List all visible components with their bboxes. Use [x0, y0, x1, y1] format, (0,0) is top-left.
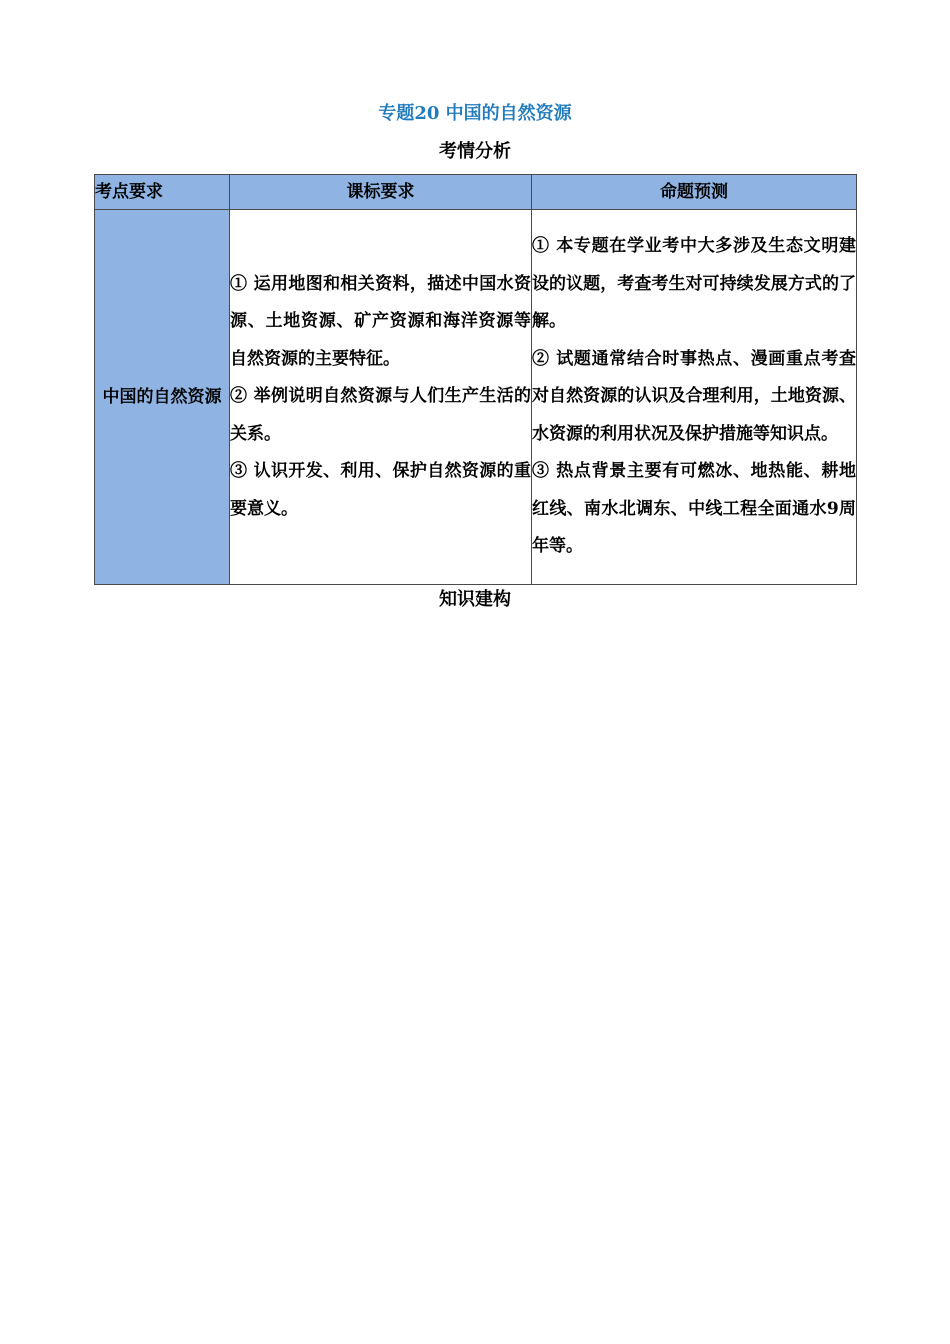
prediction-item: ③ 热点背景主要有可燃冰、地热能、耕地红线、南水北调东、中线工程全面通水9周年等。 [532, 461, 856, 557]
requirements-cell [230, 210, 532, 585]
header-curriculum-requirements: 课标要求 [230, 175, 532, 210]
requirement-item: ③ 认识开发、利用、保护自然资源的重要意义。 [230, 461, 531, 519]
requirement-item: ② 举例说明自然资源与人们生产生活的关系。 [230, 386, 531, 444]
requirement-item: ① 运用地图和相关资料，描述中国水资源、土地资源、矿产资源和海洋资源等自然资源的主要特征。 [230, 273, 531, 369]
header-prediction: 命题预测 [532, 175, 857, 210]
predictions-cell [532, 210, 857, 585]
analysis-heading: 考情分析 [439, 141, 511, 162]
page-title: 专题20 中国的自然资源 [378, 103, 572, 124]
prediction-item: ② 试题通常结合时事热点、漫画重点考查对自然资源的认识及合理利用，土地资源、水资源的利用状况及保护措施等知识点。 [532, 348, 856, 444]
table-row [95, 210, 857, 585]
table-header-row [95, 175, 857, 210]
header-exam-points: 考点要求 [95, 175, 230, 210]
knowledge-heading: 知识建构 [439, 589, 511, 610]
topic-cell: 中国的自然资源 [95, 210, 230, 585]
prediction-item: ① 本专题在学业考中大多涉及生态文明建设的议题，考查考生对可持续发展方式的了解。 [532, 236, 856, 332]
analysis-table [94, 174, 857, 585]
